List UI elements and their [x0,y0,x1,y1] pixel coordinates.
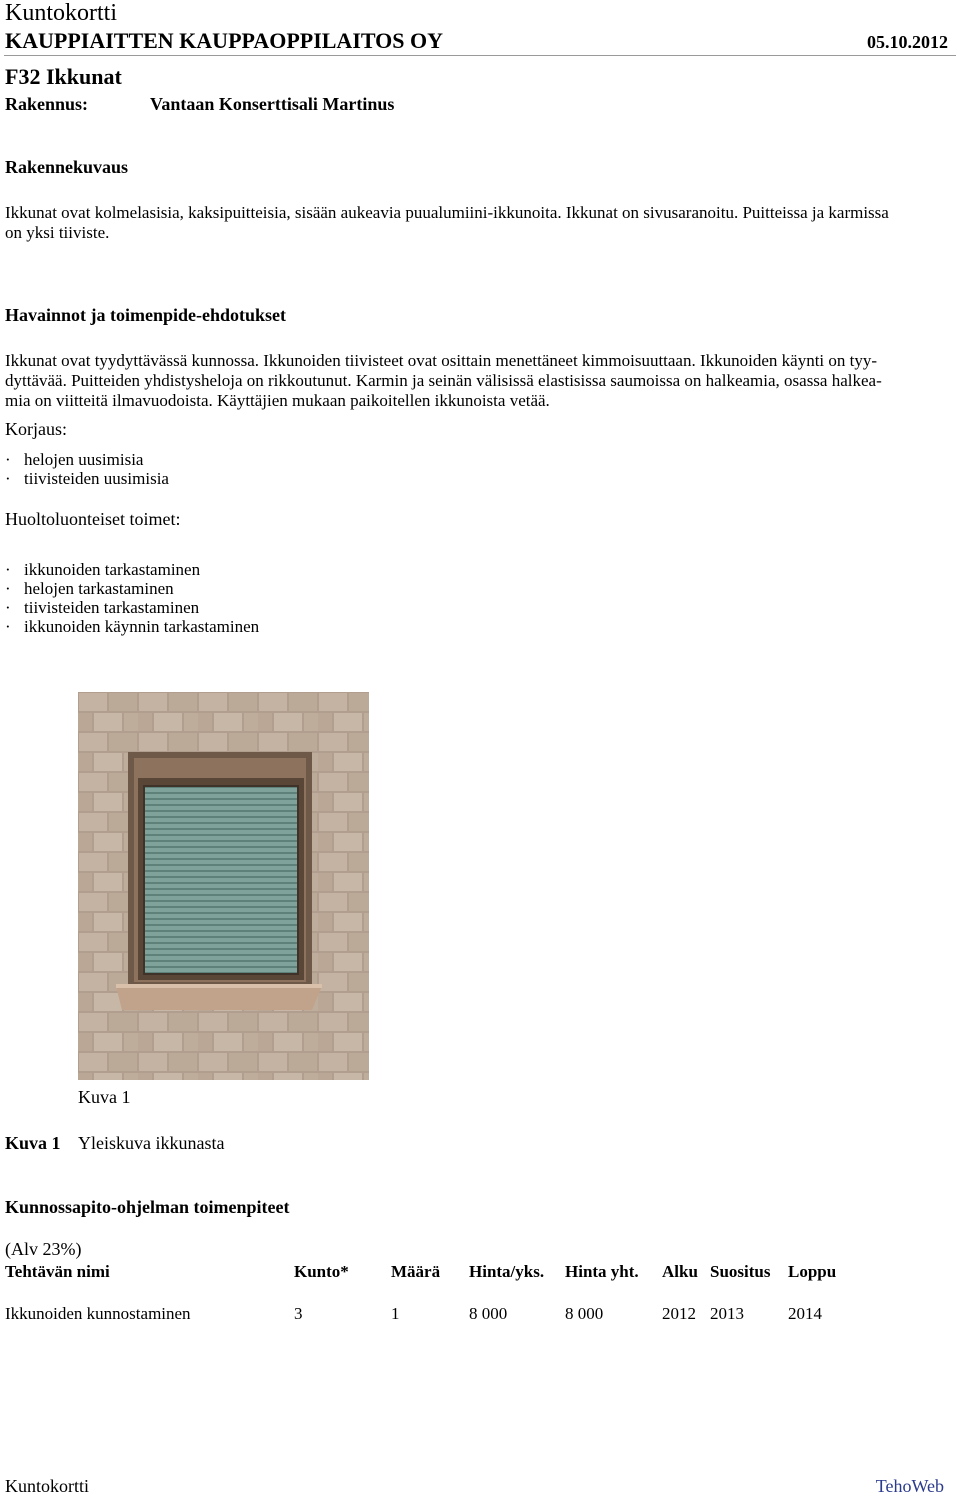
column-header: Hinta yht. [565,1262,639,1281]
table-cell: 8 000 [565,1304,604,1323]
bullet-dot: · [5,598,11,617]
maintenance-label: Huoltoluonteiset toimet: [5,509,181,529]
table-cell: 1 [391,1304,400,1323]
bullet-dot: · [5,560,11,579]
observations-line: dyttävää. Puitteiden yhdistysheloja on rikkoutunut. Karmin ja seinän välisissä elastisissa saumoissa on halkeamia, osassa halkea- [5,371,882,390]
column-header: Alku [662,1262,698,1281]
maintenance-item-label: ikkunoiden tarkastaminen [24,560,201,579]
bullet-dot: · [5,450,11,469]
app-title: Kuntokortti [5,0,117,26]
observations-heading: Havainnot ja toimenpide-ehdotukset [5,305,287,325]
column-header: Suositus [710,1262,771,1281]
maintenance-item [5,560,200,580]
table-cell: 3 [294,1304,303,1323]
footer-left: Kuntokortti [5,1476,89,1496]
repairs-label: Korjaus: [5,419,67,439]
report-date: 05.10.2012 [867,32,948,52]
table-cell: 8 000 [469,1304,508,1323]
maintenance-item [5,617,259,637]
table-cell: Ikkunoiden kunnostaminen [5,1304,191,1323]
repair-item-label: helojen uusimisia [24,450,144,469]
organization-name: KAUPPIAITTEN KAUPPAOPPILAITOS OY [5,28,444,53]
building-name: Vantaan Konserttisali Martinus [150,94,395,114]
observations-line: mia on viitteitä ilmavuodoista. Käyttäjien mukaan paikoitellen ikkunoista vetää. [5,391,550,410]
observations-text [5,351,953,411]
footer-brand: TehoWeb [875,1476,944,1496]
table-cell: 2014 [788,1304,822,1323]
structure-description [5,203,953,243]
figure-description: Yleiskuva ikkunasta [78,1133,225,1153]
column-header: Kunto* [294,1262,349,1281]
bullet-dot: · [5,617,11,636]
maintenance-item-label: tiivisteiden tarkastaminen [24,598,200,617]
column-header: Tehtävän nimi [5,1262,110,1281]
column-header: Loppu [788,1262,837,1281]
observations-line: Ikkunat ovat tyydyttävässä kunnossa. Ikkunoiden tiivisteet ovat osittain menettäneet kimmoisuuttaan. Ikkunoiden käynti on tyy- [5,351,878,370]
bullet-dot: · [5,469,11,488]
bullet-dot: · [5,579,11,598]
column-header: Määrä [391,1262,441,1281]
repair-item [5,450,143,470]
structure-line: Ikkunat ovat kolmelasisia, kaksipuitteisia, sisään aukeavia puualumiini-ikkunoita. Ikkunat on sivusaranoitu. Puitteissa ja karmissa [5,203,889,222]
structure-heading: Rakennekuvaus [5,157,129,177]
program-heading: Kunnossapito-ohjelman toimenpiteet [5,1197,290,1217]
vat-note: (Alv 23%) [5,1239,82,1259]
column-header: Hinta/yks. [469,1262,545,1281]
repair-item-label: tiivisteiden uusimisia [24,469,169,488]
maintenance-item-label: ikkunoiden käynnin tarkastaminen [24,617,260,636]
maintenance-item-label: helojen tarkastaminen [24,579,174,598]
table-cell: 2013 [710,1304,744,1323]
maintenance-item [5,579,174,599]
section-title: F32 Ikkunat [5,64,122,89]
repair-item [5,469,169,489]
figure-label: Kuva 1 [5,1133,61,1153]
table-cell: 2012 [662,1304,696,1323]
maintenance-item [5,598,199,618]
window-photo [78,692,369,1080]
structure-line: on yksi tiiviste. [5,223,110,242]
building-label: Rakennus: [5,94,89,114]
header-divider [4,55,956,56]
photo-caption: Kuva 1 [78,1087,131,1107]
